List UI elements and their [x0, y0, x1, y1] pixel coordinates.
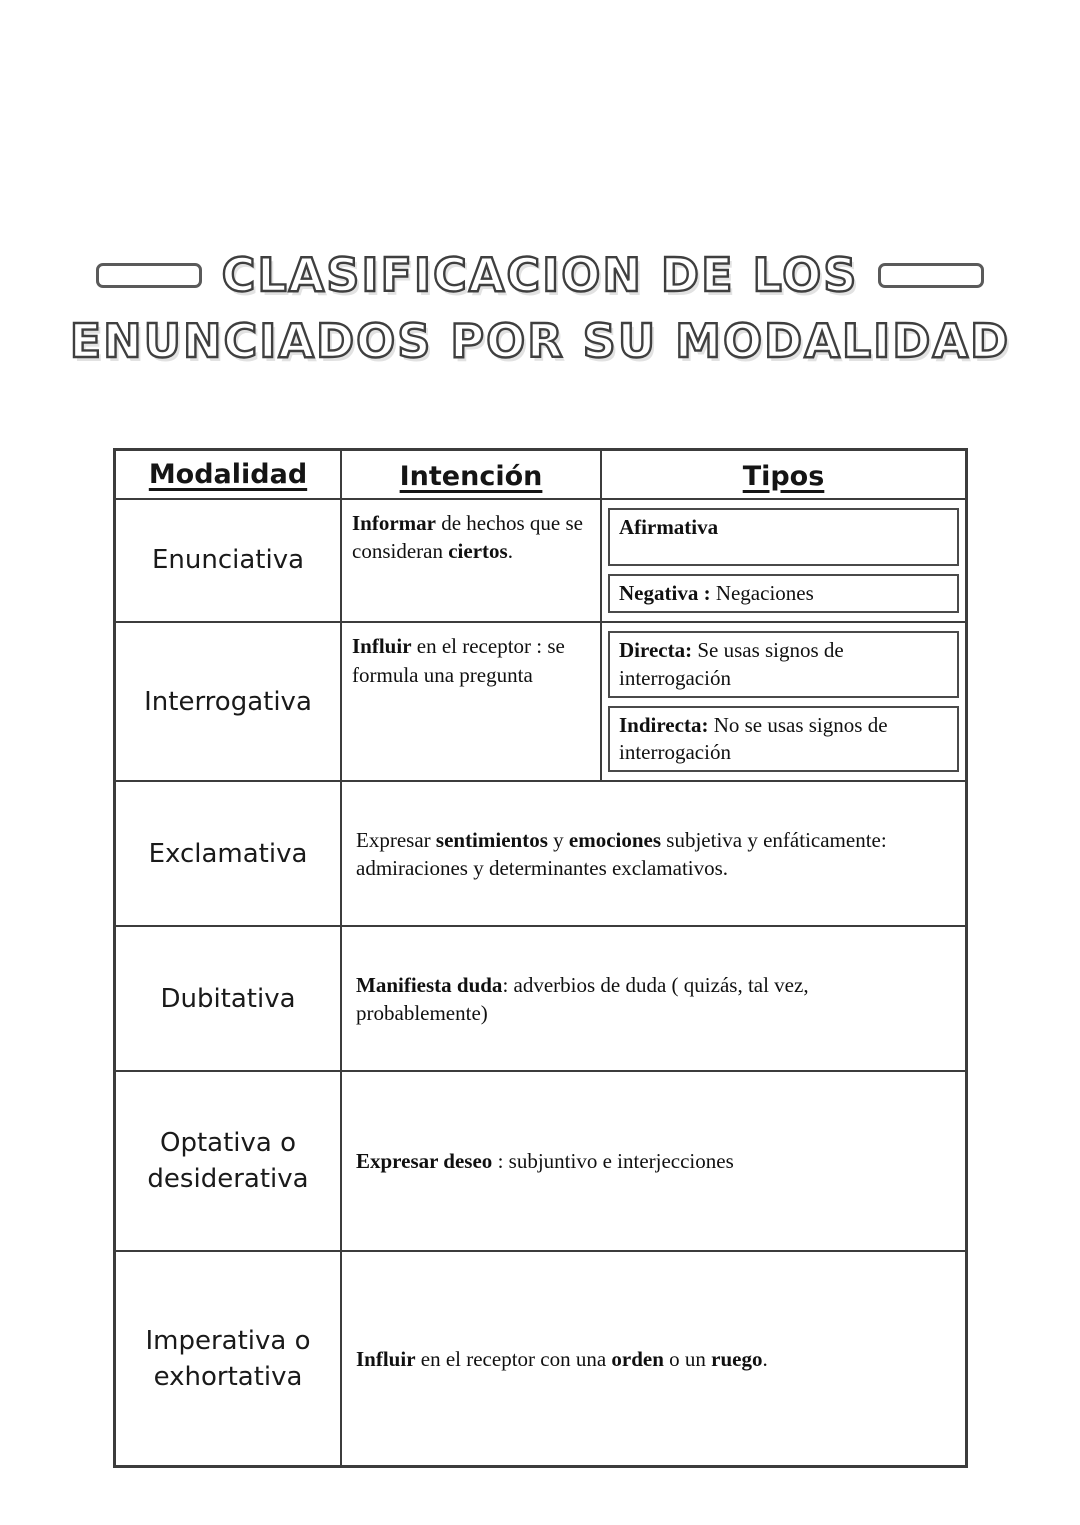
text-regular: Expresar [356, 827, 436, 852]
text-regular: Se usas signos de interrogación [619, 638, 844, 690]
description-cell [342, 1072, 965, 1250]
text-bold: orden [611, 1346, 664, 1371]
table-row-interrogativa [116, 621, 965, 780]
text-regular: Negaciones [710, 581, 814, 605]
text-regular: de hechos que se consideran [352, 511, 583, 564]
text-bold: Influir [356, 1346, 416, 1371]
text-bold: Influir [352, 634, 412, 659]
table-row-optativa [116, 1070, 965, 1250]
tipos-cell [602, 500, 965, 621]
modalidad-label: Enunciativa [151, 545, 305, 576]
text-bold: Negativa : [619, 581, 711, 605]
header-tipos [602, 451, 965, 498]
text-bold: ruego [711, 1346, 763, 1371]
text-bold: Afirmativa [619, 515, 719, 539]
modalidad-cell [116, 1252, 342, 1465]
text-bold: sentimientos [435, 827, 548, 852]
decorative-rectangle-right [878, 263, 984, 288]
intencion-cell [342, 623, 602, 780]
modalidad-label: Imperativa o exhortativa [145, 1325, 311, 1392]
title-line-2: ENUNCIADOS POR SU MODALIDAD [69, 314, 1011, 368]
table-header-row [116, 451, 965, 498]
text-regular: subjetiva y enfáticamente: admiraciones y determinantes exclamativos. [356, 827, 887, 880]
text-regular: : subjuntivo e interjecciones [492, 1149, 734, 1174]
description-text [356, 971, 941, 1028]
text-bold: Indirecta: [619, 712, 709, 737]
intencion-text [352, 632, 590, 689]
description-cell [342, 782, 965, 925]
description-text [356, 826, 941, 883]
header-modalidad [116, 451, 342, 498]
text-bold: emociones [568, 827, 662, 852]
header-modalidad-label: Modalidad [148, 459, 308, 490]
title-line-1: CLASIFICACION DE LOS [221, 248, 859, 302]
tipos-cell [602, 623, 965, 780]
table-row-dubitativa [116, 925, 965, 1070]
decorative-rectangle-left [96, 263, 202, 288]
text-regular: en el receptor con una [415, 1346, 612, 1371]
text-regular: . [762, 1346, 768, 1371]
modalidad-cell [116, 623, 342, 780]
modalidad-label: Exclamativa [148, 838, 308, 869]
description-cell [342, 1252, 965, 1465]
description-cell [342, 927, 965, 1070]
text-regular: : adverbios de duda ( quizás, tal vez, probablemente) [356, 972, 809, 1025]
text-bold: ciertos [448, 539, 508, 564]
header-intencion-label: Intención [399, 460, 543, 492]
tipos-box-afirmativa [608, 508, 959, 566]
intencion-cell [342, 500, 602, 621]
text-regular: en el receptor : se formula una pregunta [352, 634, 565, 687]
modalidad-cell [116, 1072, 342, 1250]
table-row-enunciativa [116, 498, 965, 621]
tipos-box-negativa [608, 574, 959, 613]
text-bold: Informar [352, 511, 436, 535]
text-regular: No se usas signos de interrogación [619, 712, 888, 765]
tipos-box-indirecta [608, 706, 959, 773]
table-row-exclamativa [116, 780, 965, 925]
header-intencion [342, 451, 602, 498]
modalidad-cell [116, 927, 342, 1070]
intencion-text [352, 509, 590, 566]
modalidad-cell [116, 500, 342, 621]
text-regular: o un [663, 1346, 712, 1371]
modalidad-cell [116, 782, 342, 925]
modality-table [113, 448, 968, 1468]
page-title [0, 0, 1080, 368]
title-line-1-row [0, 248, 1080, 302]
description-text [356, 1345, 768, 1373]
header-tipos-label: Tipos [742, 461, 825, 492]
tipos-box-directa [608, 631, 959, 698]
modalidad-label: Interrogativa [144, 686, 312, 717]
text-bold: Manifiesta duda [356, 972, 503, 997]
text-regular: y [547, 827, 569, 852]
text-bold: Directa: [619, 638, 693, 663]
text-bold: Expresar deseo [356, 1149, 493, 1174]
description-text [356, 1147, 734, 1175]
table-row-imperativa [116, 1250, 965, 1465]
modalidad-label: Dubitativa [160, 983, 296, 1014]
modalidad-label: Optativa o desiderativa [147, 1128, 309, 1195]
text-regular: . [507, 539, 513, 564]
title-line-2-row [0, 314, 1080, 368]
